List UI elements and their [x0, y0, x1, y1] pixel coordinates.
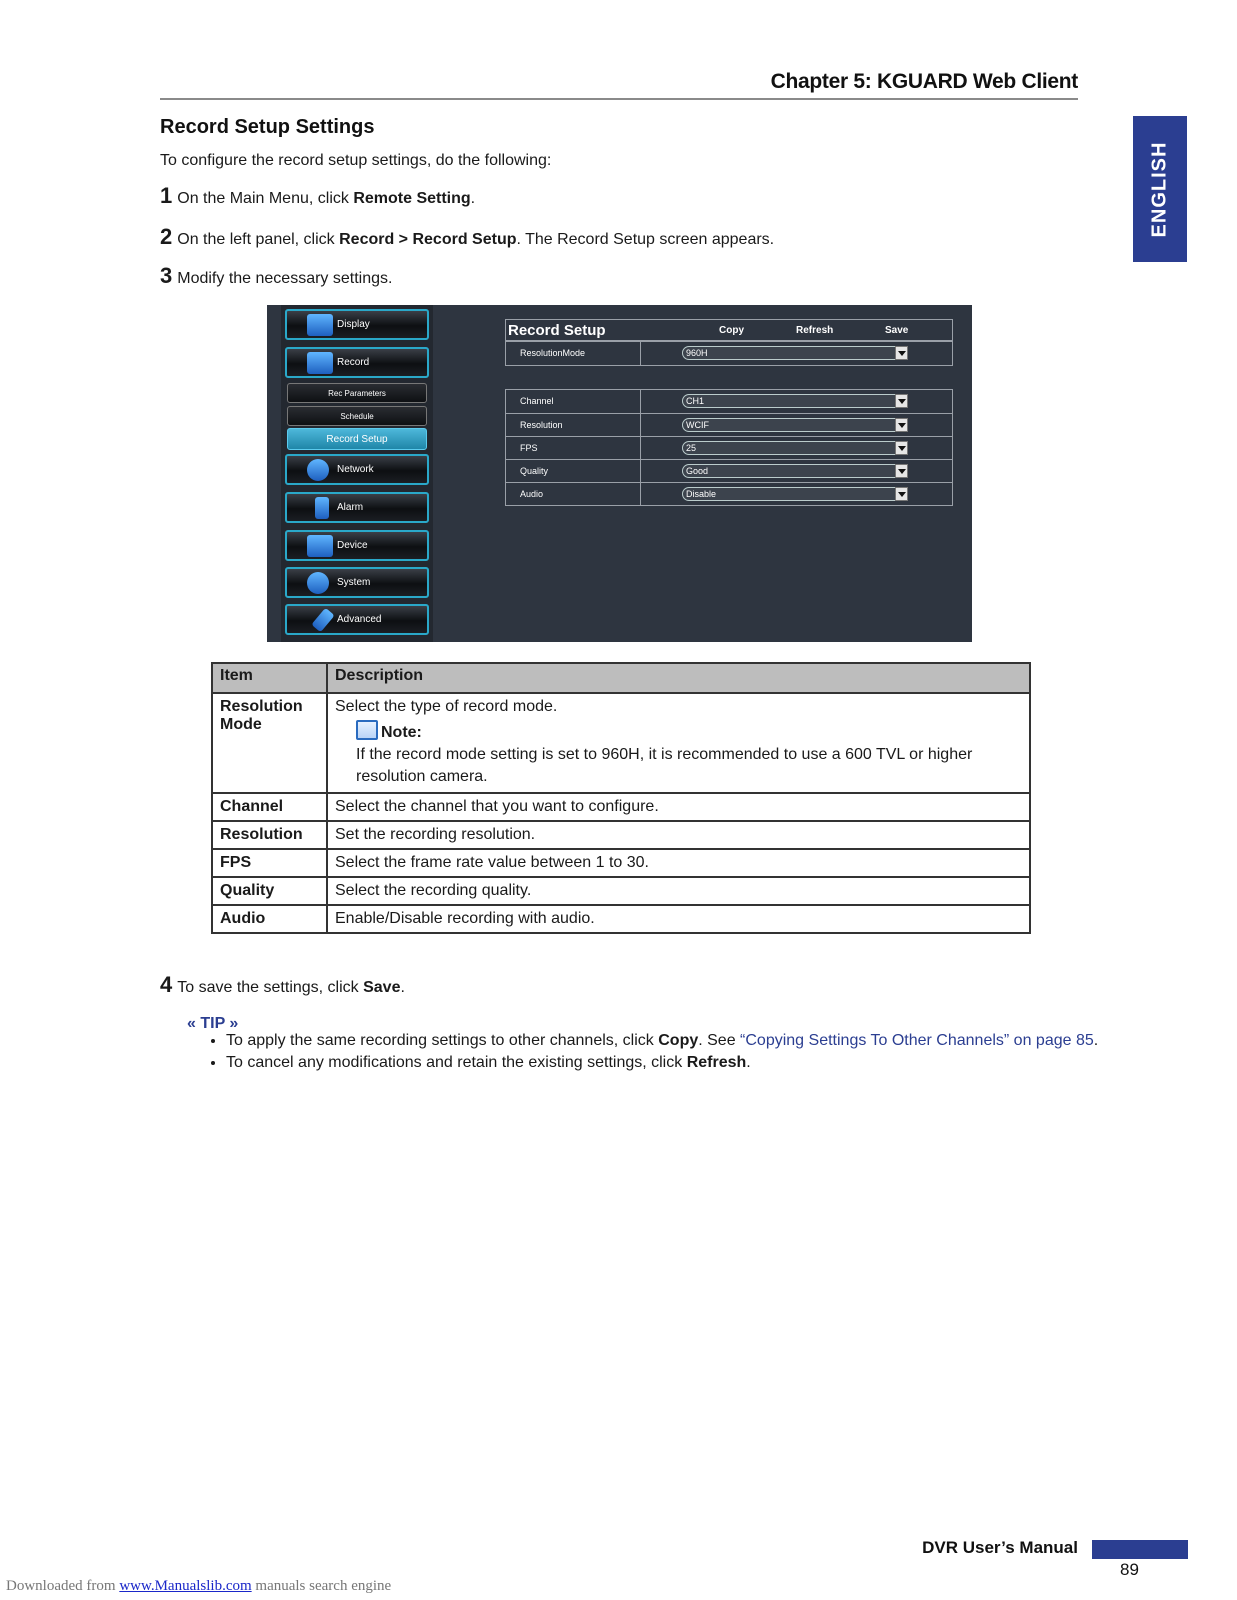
section-title: Record Setup Settings: [160, 116, 375, 138]
gear-icon: [307, 572, 329, 594]
manual-title: DVR User’s Manual: [922, 1538, 1078, 1557]
header-item: Item: [212, 663, 327, 693]
chevron-down-icon[interactable]: [895, 346, 908, 360]
save-button[interactable]: Save: [885, 325, 909, 336]
channel-settings-group: [505, 389, 953, 506]
fps-row: FPS 25: [506, 436, 952, 459]
chevron-down-icon[interactable]: [895, 441, 908, 455]
note-block: Note: If the record mode setting is set to 960H, it is recommended to use a 600 TVL or higher resolution camera.: [356, 720, 1022, 788]
menu-device-button[interactable]: Device: [285, 530, 429, 561]
alarm-siren-icon: [315, 497, 329, 519]
table-row: Channel Select the channel that you want to configure.: [212, 793, 1030, 821]
copy-button[interactable]: Copy: [719, 325, 744, 336]
menu-network-button[interactable]: Network: [285, 454, 429, 485]
record-setup-screenshot: [267, 305, 972, 642]
menu-display-button[interactable]: Display: [285, 309, 429, 340]
resolution-mode-row: ResolutionMode 960H: [506, 342, 952, 365]
resolution-select[interactable]: WCIF: [682, 418, 908, 432]
step-1: 1 On the Main Menu, click Remote Setting.: [160, 183, 476, 208]
monitor-icon: [307, 314, 333, 336]
audio-select[interactable]: Disable: [682, 487, 908, 501]
wrench-icon: [311, 608, 334, 633]
globe-network-icon: [307, 459, 329, 481]
resolution-mode-select[interactable]: 960H: [682, 346, 908, 360]
download-notice: Downloaded from www.Manualslib.com manuals search engine: [6, 1578, 392, 1594]
submenu-rec-parameters[interactable]: Rec Parameters: [287, 383, 427, 403]
table-row: Audio Enable/Disable recording with audio.: [212, 905, 1030, 933]
settings-description-table: [211, 662, 1031, 934]
menu-alarm-button[interactable]: Alarm: [285, 492, 429, 523]
table-row: Resolution Set the recording resolution.: [212, 821, 1030, 849]
refresh-button[interactable]: Refresh: [796, 325, 834, 336]
quality-select[interactable]: Good: [682, 464, 908, 478]
film-camera-icon: [307, 352, 333, 374]
left-menu-panel: [281, 305, 433, 642]
list-item: • To cancel any modifications and retain the existing settings, click Refresh.: [226, 1052, 1106, 1074]
submenu-record-setup[interactable]: Record Setup: [287, 428, 427, 450]
chevron-down-icon[interactable]: [895, 418, 908, 432]
menu-system-button[interactable]: System: [285, 567, 429, 598]
table-row: [212, 693, 1030, 793]
language-tab-label: ENGLISH: [1148, 141, 1171, 237]
step-3: 3 Modify the necessary settings.: [160, 263, 393, 288]
intro-text: To configure the record setup settings, do the following:: [160, 152, 552, 169]
language-tab: [1133, 116, 1187, 262]
channel-row: Channel CH1: [506, 390, 952, 413]
chapter-title: Chapter 5: KGUARD Web Client: [770, 70, 1078, 93]
header-description: Description: [327, 663, 1030, 693]
fps-select[interactable]: 25: [682, 441, 908, 455]
list-item: • To apply the same recording settings to other channels, click Copy. See “Copying Settings To Other Channels” on page 85.: [226, 1030, 1106, 1052]
menu-advanced-button[interactable]: Advanced: [285, 604, 429, 635]
page-number: 89: [1120, 1560, 1139, 1579]
manualslib-link[interactable]: www.Manualslib.com: [119, 1578, 252, 1594]
chevron-down-icon[interactable]: [895, 487, 908, 501]
table-row: FPS Select the frame rate value between 1 to 30.: [212, 849, 1030, 877]
step-4: 4 To save the settings, click Save.: [160, 972, 405, 997]
menu-record-button[interactable]: Record: [285, 347, 429, 378]
record-setup-header: [505, 319, 953, 341]
description-cell: Select the type of record mode. Note: If the record mode setting is set to 960H, it is recommended to use a 600 TVL or higher resolution camera.: [327, 693, 1030, 793]
header-divider: [160, 98, 1078, 100]
chevron-down-icon[interactable]: [895, 394, 908, 408]
audio-row: Audio Disable: [506, 482, 952, 505]
item-cell: Resolution Mode: [212, 693, 327, 793]
note-pad-icon: [356, 720, 378, 740]
tip-label: « TIP »: [187, 1015, 239, 1032]
device-monitor-icon: [307, 535, 333, 557]
table-header-row: [212, 663, 1030, 693]
quality-row: Quality Good: [506, 459, 952, 482]
copying-settings-link[interactable]: “Copying Settings To Other Channels” on page 85: [740, 1032, 1094, 1049]
step-2: 2 On the left panel, click Record > Record Setup. The Record Setup screen appears.: [160, 224, 775, 249]
resolution-row: Resolution WCIF: [506, 413, 952, 436]
resolution-mode-group: [505, 341, 953, 366]
table-row: Quality Select the recording quality.: [212, 877, 1030, 905]
tip-list: [206, 1030, 1106, 1074]
footer-accent-bar: [1092, 1540, 1188, 1559]
submenu-schedule[interactable]: Schedule: [287, 406, 427, 426]
channel-select[interactable]: CH1: [682, 394, 908, 408]
record-setup-title: Record Setup: [508, 322, 606, 339]
chevron-down-icon[interactable]: [895, 464, 908, 478]
